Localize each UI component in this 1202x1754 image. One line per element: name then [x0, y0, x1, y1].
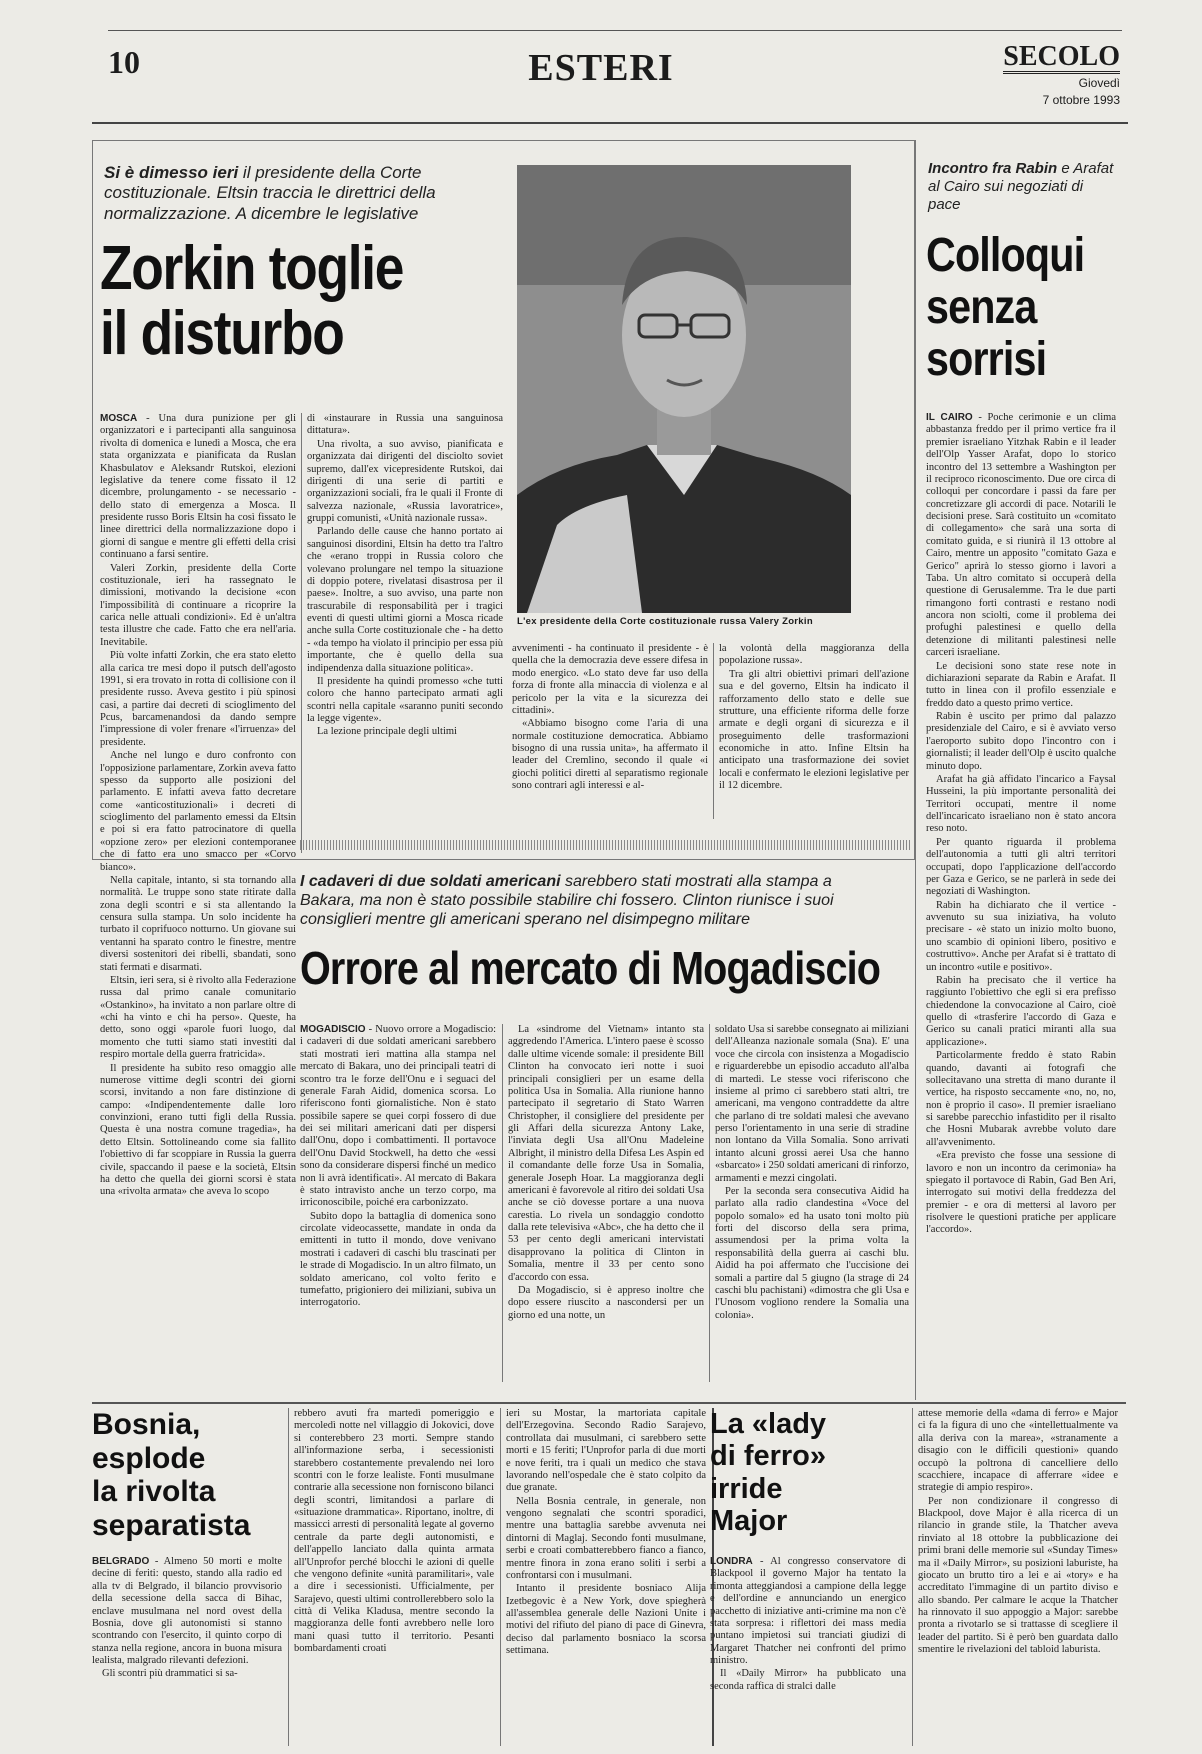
mogadiscio-column-3	[715, 1024, 909, 1382]
zorkin-column-1: MOSCA - Una dura punizione per gli organizzatori e i partecipanti alla sanguinosa rivolta di domenica e lunedì a Mosca, che era stata organizzata e pianificata da Ruslan Khasbulatov e Aleksandr Rutskoi, elezioni legislative da tenere come fissato il 12 dicembre, prolungamento - se necessario - dello stato di emergenza a Mosca. Il presidente russo Boris Eltsin ha così fissato le linee direttrici della normalizzazione dopo i giorni di sangue e mentre gli effetti della crisi continuano a farsi sentire. Valeri Zorkin, presidente della Corte costituzionale, ieri ha rassegnato le dimissioni, motivando la decisione «con l'impossibilità di continuare a ricoprire la carica nelle attuali condizioni». Ed è un'altra testa illustre che cade. Fatto che era nell'aria. Inevitabile. Più volte infatti Zorkin, che era stato eletto alla carica tre mesi dopo il putsch dell'agosto 1991, si era trovato in rotta di collisione con il presidente russo. Aveva gestito i più spinosi casi, a partire dai decreti di scioglimento del Pcus, barcamenandosi da dando sempre l'impressione di voler frenare «l'irruenza» del presidente. Anche nel lungo e duro confronto con l'opposizione parlamentare, Zorkin aveva fatto spesso da supporto alle posizioni del parlamento. E infatti aveva fatto decretare come «anticostituzionali» i decreti di scioglimento del parlamento emessi da Eltsin e poi si era fatto patrocinatore di quella «opzione zero» per elezioni contemporanee che di fatto era uno smacco per «Corvo bianco». Nella capitale, intanto, si sta tornando alla normalità. Le truppe sono state ritirate dalla zona degli scontri e si sta allentando la censura sulla stampa. Un solo incidente ha turbato il coprifuoco notturno. Un giovane sui ventanni ha sparato contro le finestre, mentre diversi sostenitori dei ribelli, sbandati, sono stati fermati e disarmati. Eltsin, ieri sera, si è rivolto alla Federazione russa dal primo canale comunitario «Ostankino», ha invitato a non parlare oltre di «chi ha vinto e chi ha perso». Queste, ha detto, sono oggi «parole fuori luogo, dal momento che tutti siamo stati investiti dal respiro mortale della guerra fratricida». Il presidente ha subito reso omaggio alle numerose vittime degli scontri dei giorni scorsi, invitando a non fare distinzione di campo: «Indipendentemente dalle loro convinzioni, erano tutti figli della Russia. Questa è una nostra comune tragedia», ha detto Eltsin. Sottolineando come sia fallito l'obiettivo di far scoppiare in Russia la guerra civile, spaccando il paese e la società, Eltsin ha detto che quella dei giorni scorsi è stata una «rivolta armata» che aveva lo scopo	[100, 413, 297, 1198]
zorkin-headline-line1: Zorkin toglie	[100, 234, 404, 303]
rabin-kicker	[928, 160, 1118, 214]
page-number: 10	[108, 44, 140, 80]
zorkin-headline	[100, 234, 496, 369]
bosnia-paragraph: Gli scontri più drammatici si sa-	[102, 1668, 238, 1680]
mogadiscio-paragraph: Nuovo orrore a Mogadiscio: i cadaveri di due soldati americani sarebbero stati mostrati ieri mattina alla stampa nel mercato di Bakara, uno dei principali teatri di scontro tra le forze dell'Onu e i seguaci del generale Farah Aidid, domenica scorsa. Lo riferiscono fonti giornalistiche. Non è stato possibile sapere se quei corpi fossero di due dei sei militari americani dati per dispersi dall'Onu, dopo i combattimenti. Il portavoce dell'Onu David Stockwell, ha detto che «essi sono da considerare dispersi finché un medico non li avrà identificati». Al mercato di Bakara è stato intravisto anche un terzo corpo, ma irriconoscibile, poiché era carbonizzato.	[300, 1024, 496, 1209]
rabin-column-rule	[915, 140, 916, 1400]
section-title: ESTERI	[528, 47, 674, 89]
mogadiscio-column-1: MOGADISCIO - Nuovo orrore a Mogadiscio: i cadaveri di due soldati americani sarebbero stati mostrati ieri mattina alla stampa nel mercato di Bakara, uno dei principali teatri di scontro tra le forze dell'Onu e i seguaci del generale Farah Aidid, domenica scorsa. Lo riferiscono fonti giornalistiche. Non è stato possibile sapere se quei corpi fossero di due dei sei militari americani dati per dispersi dall'Onu, dopo i combattimenti. Il portavoce dell'Onu David Stockwell, ha detto che «essi sono da considerare dispersi finché un medico non li avrà identificati». Al mercato di Bakara è stato intravisto anche un terzo corpo, ma irriconoscibile, poiché era carbonizzato. Subito dopo la battaglia di domenica sono circolate videocassette, mandate in onda da emittenti in tutto il mondo, dove venivano mostrati i cadaveri di caschi blu trascinati per le strade di Mogadiscio. In un altro filmato, un soldato americano, col volto ferito e tumefatto, prigioniero dei miliziani, subiva un interrogatorio.	[300, 1024, 496, 1309]
zorkin-column-2	[307, 413, 503, 819]
zorkin-paragraph: «Abbiamo bisogno come l'aria di una normale costituzione democratica. Abbiamo bisogno di una russia unita», ha affermato il leader del Cremlino, secondo il quale «i giochi politici diretti al separatismo regionale sono contrari agli interessi e al-	[512, 718, 708, 792]
mogadiscio-kicker-bold: I cadaveri di due soldati americani	[300, 873, 561, 890]
zorkin-headline-line2: il disturbo	[100, 299, 344, 369]
major-column-1: LONDRA - Al congresso conservatore di Blackpool il governo Major ha tentato la rimonta atteggiandosi a campione della legge e dell'ordine e annunciando un energico pacchetto di iniziative anti-crimine ma non c'è stata sorpresa: i riflettori dei mass media puntano impietosi sui tranciati giudizi di Margaret Thatcher nei confronti del primo ministro. Il «Daily Mirror» ha pubblicato una seconda raffica di stralci dalle	[710, 1556, 907, 1692]
zorkin-paragraph: Nella capitale, intanto, si sta tornando alla normalità. Le truppe sono state ritirate dalla zona degli scontri e si sta allentando la censura sulla stampa. Un solo incidente ha turbato il coprifuoco notturno. Un giovane sui ventanni ha sparato contro le finestre, mentre diversi sostenitori dei ribelli, sbandati, sono stati fermati e disarmati.	[100, 874, 296, 973]
major-headline-line: Major	[710, 1505, 788, 1538]
rabin-kicker-text: e Arafat al Cairo sui negoziati di pace	[928, 160, 1114, 213]
masthead	[1003, 42, 1120, 108]
mogadiscio-paragraph: Da Mogadiscio, si è appreso inoltre che dopo essere riuscito a nascondersi per un giorno ed una notte, un	[508, 1284, 704, 1321]
column-rule	[500, 1408, 501, 1746]
zorkin-paragraph: Più volte infatti Zorkin, che era stato eletto alla carica tre mesi dopo il putsch dell'agosto 1991, si era trovato in rotta di collisione con il presidente russo. Aveva gestito i più spinosi casi, a partire dai decreti di scioglimento del Pcus, barcamenandosi da dando sempre l'impressione di voler frenare «l'irruenza» del presidente.	[100, 650, 296, 748]
issue-date: 7 ottobre 1993	[1042, 93, 1120, 108]
major-paragraph: Il «Daily Mirror» ha pubblicato una seconda raffica di stralci dalle	[710, 1668, 906, 1692]
bosnia-dateline: BELGRADO	[92, 1556, 150, 1567]
zorkin-paragraph: Il presidente ha quindi promesso «che tutti coloro che hanno partecipato armati agli scontri nella capitale «saranno puniti secondo la legge vigente».	[307, 675, 503, 724]
bosnia-column-2	[294, 1408, 494, 1746]
bosnia-headline-line: separatista	[92, 1508, 251, 1542]
mogadiscio-kicker-text: sarebbero stati mostrati alla stampa a Bakara, ma non è stato possibile stabilire chi fossero. Clinton riunisce i suoi consiglieri mentre gli americani sperano nel disimpegno militare	[300, 873, 834, 929]
mogadiscio-paragraph: La «sindrome del Vietnam» intanto sta aggredendo l'America. L'intero paese è scosso dalle ultime vicende somale: il presidente Bill Clinton ha convocato ieri notte i suoi principali consiglieri per un esame della politica Usa in Somalia. Alla riunione hanno partecipato il segretario di Stato Warren Christopher, il consigliere del presidente per gli Affari della sicurezza Antony Lake, l'inviata degli Usa all'Onu Madeleine Albright, il ministro della Difesa Les Aspin ed il comandante delle forze Usa in Somalia, generale Joseph Hoar. La maggioranza degli americani è favorevole al ritiro dei soldati Usa anche se ciò dovesse portare a una nuova carestia. Lo rivela un sondaggio condotto dalla rete televisiva «Abc», che ha detto che il 53 per cento degli americani intervistati disapprovano la politica di Clinton in Somalia, mentre il 33 per cento sono d'accordo con essa.	[508, 1024, 704, 1283]
column-rule	[288, 1408, 289, 1746]
rabin-column: IL CAIRO - Poche cerimonie e un clima abbastanza freddo per il primo vertice fra il premier israeliano Yitzhak Rabin e il leader dell'Olp Yasser Arafat, dopo lo storico incontro del 13 settembre a Washington per il reciproco riconoscimento. Due ore circa di colloqui per concordare i passi da fare per concretizzare gli accordi di pace. Notarili le decisioni prese. Sarà costituito un «comitato di collegamento» che sarà una sorta di comitato guida, e si riunirà il 13 ottobre al Cairo, mentre un apposito "comitato Gaza e Gerico" aprirà lo stesso giorno i lavori a Taba. Un altro comitato si occuperà della questione di Gerusalemme. Tra le due parti rimangono forti contrasti e restano nodi ancora non sciolti, come il problema dei profughi palestinesi e quello della detenzione di militanti palestinesi nelle carceri israeliane. Le decisioni sono state rese note in dichiarazioni separate da Rabin e Arafat. Il tutto in linea con il profilo essenziale e freddo dato a questo primo vertice. Rabin è uscito per primo dal palazzo presidenziale del Cairo, e si è avviato verso l'aeroporto subito dopo l'incontro con i giornalisti; il leader dell'Olp è uscito qualche minuto dopo. Arafat ha già affidato l'incarico a Faysal Husseini, la più importante personalità dei Territori occupati, mentre il nome dell'incaricato israeliano non è stato ancora reso noto. Per quanto riguarda il problema dell'autonomia a tutti gli altri territori occupati, dopo l'applicazione dell'accordo per Gaza e Gerico, se ne parlerà in sede dei negoziati di Washington. Rabin ha dichiarato che il vertice - avvenuto su sua iniziativa, ha voluto precisare - «è stato un inizio molto buono, uno scambio di opinioni libero, positivo e costruttivo». Anche per Arafat si è trattato di un incontro «utile e positivo». Rabin ha precisato che il vertice ha raggiunto l'obiettivo che egli si era prefisso chiedendone la convocazione al Cairo, cioè quello di «trasferire l'accordo di Gaza e Gerico su canali pratici miranti alla sua applicazione». Particolarmente freddo è stato Rabin quando, davanti ai fotografi che sollecitavano una stretta di mano durante il vertice, ha risposto seccamente «no, no, no, non è proprio il caso». Il premier israeliano si sarebbe parecchio infastidito per il risalto che Hosni Mubarak avrebbe voluto dare all'avvenimento. «Era previsto che fosse una sessione di lavoro e non un incontro da cerimonia» ha spiegato il portavoce di Rabin, Gad Ben Ari, interrogato sui motivi della freddezza del premier - e ora di mettersi al lavoro per risolvere le questioni pratiche per applicare l'accordo».	[926, 412, 1117, 1236]
column-rule	[912, 1408, 913, 1746]
mogadiscio-kicker	[300, 872, 860, 930]
major-paragraph: Al congresso conservatore di Blackpool il governo Major ha tentato la rimonta atteggiandosi a campione della legge e dell'ordine e annunciando un energico pacchetto di iniziative anti-crimine ma non c'è stata sorpresa: i riflettori dei mass media puntano impietosi sui tranciati giudizi di Margaret Thatcher nei confronti del primo ministro.	[710, 1556, 907, 1666]
mogadiscio-paragraph: Subito dopo la battaglia di domenica sono circolate videocassette, mandate in onda da emittenti in tutto il mondo, dove venivano mostrati i cadaveri di caschi blu trascinati per le strade di Mogadiscio. In un altro filmato, un soldato americano, col volto ferito e tumefatto, prigioniero dei miliziani, subiva un interrogatorio.	[300, 1210, 496, 1309]
mogadiscio-headline: Orrore al mercato di Mogadiscio	[300, 942, 881, 994]
header-bottom-rule	[92, 122, 1128, 124]
rabin-paragraph: Rabin ha precisato che il vertice ha raggiunto l'obiettivo che egli si era prefisso chiedendone la convocazione al Cairo, cioè quello di «trasferire l'accordo di Gaza e Gerico su canali pratici miranti alla sua applicazione».	[926, 974, 1116, 1048]
rabin-paragraph: Rabin è uscito per primo dal palazzo presidenziale del Cairo, e si è avviato verso l'aeroporto subito dopo l'incontro con i giornalisti; il leader dell'Olp è uscito qualche minuto dopo.	[926, 711, 1116, 772]
major-column-2	[918, 1408, 1118, 1746]
column-rule	[709, 1024, 710, 1382]
mogadiscio-dateline: MOGADISCIO	[300, 1024, 366, 1035]
zorkin-paragraph: avvenimenti - ha continuato il presidente - è quella che la democrazia deve essere difesa in modo energico. «Lo stato deve far uso della forza di fronte alla minaccia di violenza e al pericolo per la vita e la sicurezza dei cittadini».	[512, 643, 708, 716]
rabin-paragraph: Arafat ha già affidato l'incarico a Faysal Husseini, la più importante personalità dei Territori occupati, mentre il nome dell'incaricato israeliano non è stato ancora reso noto.	[926, 773, 1116, 835]
major-paragraph: Per non condizionare il congresso di Blackpool, dove Major è alla ricerca di un rilancio in grande stile, la Thatcher aveva rinviato al 18 ottobre la pubblicazione dei primi brani delle memorie sul «Sunday Times» ma il «Daily Mirror», su posizioni laburiste, ha giocato un brutto tiro a lei e ai «tory» e ha accreditato l'immagine di un partito diviso e allo sbando. Per calmare le acque la Thatcher ha rinnovato il suo appoggio a Major: sarebbe pronta a rivotarlo se si trattasse di scegliere il leader del partito. Si è però ben guardata dallo smentire le rivelazioni del tabloid laburista.	[918, 1495, 1118, 1656]
zorkin-kicker-text: il presidente della Corte costituzionale. Eltsin traccia le direttrici della normalizzazione. A dicembre le legislative	[104, 163, 436, 223]
rabin-headline-line: senza	[926, 280, 1037, 334]
bosnia-paragraph: Intanto il presidente bosniaco Alija Izetbegovic è a New York, dove spiegherà all'assemblea generale delle Nazioni Unite i motivi del rifiuto del piano di pace di Ginevra, deciso dal parlamento bosniaco la scorsa settimana.	[506, 1583, 706, 1657]
column-rule	[502, 1024, 503, 1382]
zorkin-photo	[517, 165, 851, 613]
issue-day: Giovedì	[1078, 76, 1120, 91]
zorkin-column-4	[719, 643, 909, 819]
newspaper-logo: SECOLO	[1003, 42, 1120, 74]
bosnia-headline-line: la rivolta	[92, 1475, 216, 1509]
portrait-illustration	[517, 165, 851, 613]
zorkin-paragraph: Eltsin, ieri sera, si è rivolto alla Federazione russa dal primo canale comunitario «Ostankino», ha invitato a non parlare oltre di «chi ha vinto e chi ha perso». Queste, ha detto, sono oggi «parole fuori luogo, dal momento che tutti siamo stati investiti dal respiro mortale della guerra fratricida».	[100, 974, 296, 1061]
rabin-kicker-bold: Incontro fra Rabin	[928, 160, 1058, 177]
bosnia-paragraph: Nella Bosnia centrale, in generale, non vengono segnalati che scontri sporadici, mentre una battaglia sarebbe avvenuta nei dintorni di Maglaj. Secondo fonti musulmane, serbi e croati combatterebbero fianco a fianco, mentre finora in zona erano soliti i serbi a confrontarsi con i musulmani.	[506, 1495, 706, 1581]
zorkin-paragraph: Valeri Zorkin, presidente della Corte costituzionale, ieri ha rassegnato le dimissioni, motivando la decisione «con l'impossibilità di continuare a ricoprire la carica nelle attuali condizioni». Ed è un'altra testa illustre che cade. Fatto che era nell'aria. Inevitabile.	[100, 562, 296, 648]
rabin-paragraph: Poche cerimonie e un clima abbastanza freddo per il primo vertice fra il premier israeliano Yitzhak Rabin e il leader dell'Olp Yasser Arafat, dopo lo storico incontro del 13 settembre a Washington per il reciproco riconoscimento. Due ore circa di colloqui per concordare i passi da fare per concretizzare gli accordi di pace. Notarili le decisioni prese. Sarà costituito un «comitato di collegamento» che sarà una sorta di comitato guida, e si riunirà il 13 ottobre al Cairo, mentre un apposito "comitato Gaza e Gerico" aprirà lo stesso giorno i lavori a Taba. Un altro comitato si occuperà della questione di Gerusalemme. Tra le due parti rimangono forti contrasti e restano nodi ancora non sciolti, come il problema dei profughi palestinesi e quello della detenzione di militanti palestinesi nelle carceri israeliane.	[926, 412, 1117, 659]
major-headline-line: irride	[710, 1472, 783, 1505]
column-rule	[713, 643, 714, 819]
zorkin-dateline: MOSCA	[100, 413, 138, 424]
zorkin-paragraph: Anche nel lungo e duro confronto con l'opposizione parlamentare, Zorkin aveva fatto spesso da supporto alle posizioni del parlamento. E infatti aveva fatto decretare come «anticostituzionali» i decreti di scioglimento del parlamento emessi da Eltsin e poi si era fatto patrocinatore di quella «opzione zero» per elezioni contemporanee che di fatto era uno smacco per «Corvo bianco».	[100, 750, 296, 873]
rabin-headline	[926, 230, 1115, 385]
zorkin-paragraph: La lezione principale degli ultimi	[317, 726, 457, 738]
major-headline-line: La «lady	[710, 1408, 827, 1440]
photo-caption: L'ex presidente della Corte costituzionale russa Valery Zorkin	[517, 616, 813, 627]
rabin-headline-line: Colloqui	[926, 229, 1085, 282]
zorkin-paragraph: la volontà della maggioranza della popolazione russa».	[719, 643, 909, 667]
rabin-paragraph: Rabin ha dichiarato che il vertice - avvenuto su sua iniziativa, ha voluto precisare - «è stato un inizio molto buono, uno scambio di opinioni libero, positivo e costruttivo». Anche per Arafat si è trattato di un incontro «utile e positivo».	[926, 899, 1116, 973]
zorkin-paragraph: Parlando delle cause che hanno portato ai sanguinosi disordini, Eltsin ha detto tra l'altro che «erano troppi in Russia coloro che volevano prolungare nel tempo la situazione di doppio potere, rivelatasi disastrosa per il paese». Inoltre, a suo avviso, una parte non trascurabile di responsabilità per i tragici eventi di questi ultimi giorni a Mosca ricade anche sulla Corte costituzionale che - ha detto - «da tempo ha violato il principio per essa più importante, che è quello della sua indipendenza dalla situazione politica».	[307, 526, 503, 674]
section-divider	[92, 1402, 1126, 1404]
separator-band	[300, 840, 910, 850]
zorkin-kicker-bold: Si è dimesso ieri	[104, 163, 239, 182]
bosnia-headline	[92, 1408, 292, 1542]
zorkin-paragraph: Tra gli altri obiettivi primari dell'azione sua e del governo, Eltsin ha indicato il rafforzamento dello stato e delle sue strutture, una efficiente riforma delle forze armate e degli organi di sicurezza e il proseguimento delle trasformazioni economiche in atto. Infine Eltsin ha anticipato una trasformazione dei soviet locali e confermato le elezioni legislative per il 12 dicembre.	[719, 668, 909, 792]
mogadiscio-column-2	[508, 1024, 704, 1382]
bosnia-headline-line: esplode	[92, 1441, 206, 1475]
bosnia-paragraph: Almeno 50 morti e molte decine di feriti: questo, stando alla radio ed alla tv di Belgrado, il bilancio provvisorio della secessione della sacca di Bihac, enclave musulmana nel nord ovest della Bosnia, dove gli autonomisti si stanno scontrando con l'esercito, il quinto corpo di stanza nella regione, ancora in buona misura lealista, malgrado rilevanti defezioni.	[92, 1556, 283, 1666]
rabin-paragraph: «Era previsto che fosse una sessione di lavoro e non un incontro da cerimonia» ha spiegato il portavoce di Rabin, Gad Ben Ari, interrogato sui motivi della freddezza del premier - e ora di mettersi al lavoro per risolvere le questioni pratiche per applicare l'accordo».	[926, 1150, 1116, 1236]
bosnia-column-1: BELGRADO - Almeno 50 morti e molte decine di feriti: questo, stando alla radio ed alla tv di Belgrado, il bilancio provvisorio della secessione della sacca di Bihac, enclave musulmana nel nord ovest della Bosnia, dove gli autonomisti si stanno scontrando con l'esercito, il quinto corpo di stanza nella regione, ancora in buona misura lealista, malgrado rilevanti defezioni. Gli scontri più drammatici si sa-	[92, 1556, 283, 1680]
rabin-paragraph: Per quanto riguarda il problema dell'autonomia a tutti gli altri territori occupati, dopo l'applicazione dell'accordo per Gaza e Gerico, se ne parlerà in sede dei negoziati di Washington.	[926, 836, 1116, 898]
major-headline-line: di ferro»	[710, 1440, 827, 1473]
zorkin-paragraph: Il presidente ha subito reso omaggio alle numerose vittime degli scontri dei giorni scorsi, invitando a non fare distinzione di campo: «Indipendentemente dalle loro convinzioni, erano tutti figli della Russia. Questa è una nostra comune tragedia», ha detto Eltsin. Sottolineando come sia fallito l'obiettivo di far scoppiare in Russia la guerra civile, spaccando il paese e la società, Eltsin ha detto che quella dei giorni scorsi è stata una «rivolta armata» che aveva lo scopo	[100, 1062, 296, 1198]
rabin-dateline: IL CAIRO	[926, 412, 973, 423]
zorkin-paragraph: Una dura punizione per gli organizzatori e i partecipanti alla sanguinosa rivolta di domenica e lunedì a Mosca, che era stata organizzata e pianificata da Ruslan Khasbulatov e Aleksandr Rutskoi, elezioni legislative da tenere come fissato il 12 dicembre, prolungamento - se necessario - dello stato di emergenza a Mosca. Il presidente russo Boris Eltsin ha così fissato le linee direttrici della normalizzazione dopo i giorni di sangue e mentre gli effetti della crisi continuano a farsi sentire.	[100, 413, 297, 561]
bosnia-column-3	[506, 1408, 706, 1746]
rabin-paragraph: Le decisioni sono state rese note in dichiarazioni separate da Rabin e Arafat. Il tutto in linea con il profilo essenziale e freddo dato a questo primo vertice.	[926, 660, 1116, 709]
column-rule	[301, 413, 302, 853]
major-dateline: LONDRA	[710, 1556, 753, 1567]
bosnia-headline-line: Bosnia,	[92, 1408, 201, 1441]
rabin-paragraph: Particolarmente freddo è stato Rabin quando, davanti ai fotografi che sollecitavano una stretta di mano durante il vertice, ha risposto seccamente «no, no, no, non è proprio il caso». Il premier israeliano si sarebbe parecchio infastidito per il risalto che Hosni Mubarak avrebbe voluto dare all'avvenimento.	[926, 1050, 1116, 1148]
mogadiscio-paragraph: Per la seconda sera consecutiva Aidid ha parlato alla radio clandestina «Voce del popolo somalo» ed ha usato toni molto più forti del discorso della sera prima, assumendosi per la prima volta la responsabilità della guerra ai caschi blu. Aidid ha poi affermato che l'uccisione dei somali a partire dal 5 giugno (la strage di 24 caschi blu pachistani) «dimostra che gli Usa e l'Unosom vogliono rendere la Somalia una colonia».	[715, 1185, 909, 1321]
major-headline	[710, 1408, 900, 1538]
major-paragraph: attese memorie della «dama di ferro» e Major ci fa la figura di uno che «intellettualmente va alla deriva con la marea», «stranamente a disagio con le difficili questioni» quando occupò la poltrona di cancelliere dello scacchiere, incapace di afferrare «idee e strategie di ampio respiro».	[918, 1408, 1118, 1494]
header-rule	[108, 30, 1122, 31]
mogadiscio-paragraph: soldato Usa si sarebbe consegnato ai miliziani dell'Alleanza nazionale somala (Sna). E' una voce che circola con insistenza a Mogadiscio e riguarderebbe un episodio accaduto all'alba di martedì. Le stesse voci riferiscono che insieme al primo ci sarebbero stati altri, tre americani, ma vengono contraddette da altre che parlano di tre soldati malesi che avevano perso l'orientamento in una serie di stradine non lontano da Villa Somalia. Sono arrivati intanto alcuni grossi aerei Usa che hanno «sbarcato» i 250 soldati americani di rinforzo, armamenti e mezzi cingolati.	[715, 1024, 909, 1184]
bosnia-paragraph: ieri su Mostar, la martoriata capitale dell'Erzegovina. Secondo Radio Sarajevo, controllata dai musulmani, ci sarebbero sette morti e 15 feriti; l'Unprofor parla di due morti e nove feriti, tra i quali un medico che stava lavorando nell'ospedale che è stato colpito da due granate.	[506, 1408, 706, 1494]
zorkin-paragraph: Una rivolta, a suo avviso, pianificata e organizzata dai dirigenti del disciolto soviet supremo, dall'ex vicepresidente Rutskoi, dai dirigenti di una serie di partiti e organizzazioni sociali, fra le quali il Fronte di salvezza nazionale, «Russia lavoratrice», gruppi comunisti, «Unità nazionale russa».	[307, 438, 503, 524]
zorkin-column-3	[512, 643, 708, 819]
bosnia-paragraph: rebbero avuti fra martedì pomeriggio e mercoledì notte nel villaggio di Jokovici, dove si conterebbero 23 morti. Sempre stando all'informazione serba, i secessionisti starebbero costantemente prevalendo nei loro scontri con le forze lealiste. Fonti musulmane contrarie alla secessione non forniscono bilanci degli scontri, limitandosi a parlare di «situazione drammatica». Riportano, inoltre, di massicci arresti di personalità legate al governo centrale da parte degli autonomisti, e dell'appello lanciato dalla quinta armata all'Unprofor perché blocchi le azioni di quelle che vengono definite «unità paramilitari», vale a dire i secessionisti. Ufficialmente, per Sarajevo, questi ultimi controllerebbero solo la città di Velika Kladusa, mentre secondo la maggioranza delle fonti avrebbero nelle loro mani quasi tutto il territorio. Pesanti bombardamenti croati	[294, 1408, 494, 1655]
zorkin-paragraph: di «instaurare in Russia una sanguinosa dittatura».	[307, 413, 503, 437]
zorkin-kicker	[104, 163, 444, 224]
rabin-headline-line: sorrisi	[926, 332, 1047, 386]
